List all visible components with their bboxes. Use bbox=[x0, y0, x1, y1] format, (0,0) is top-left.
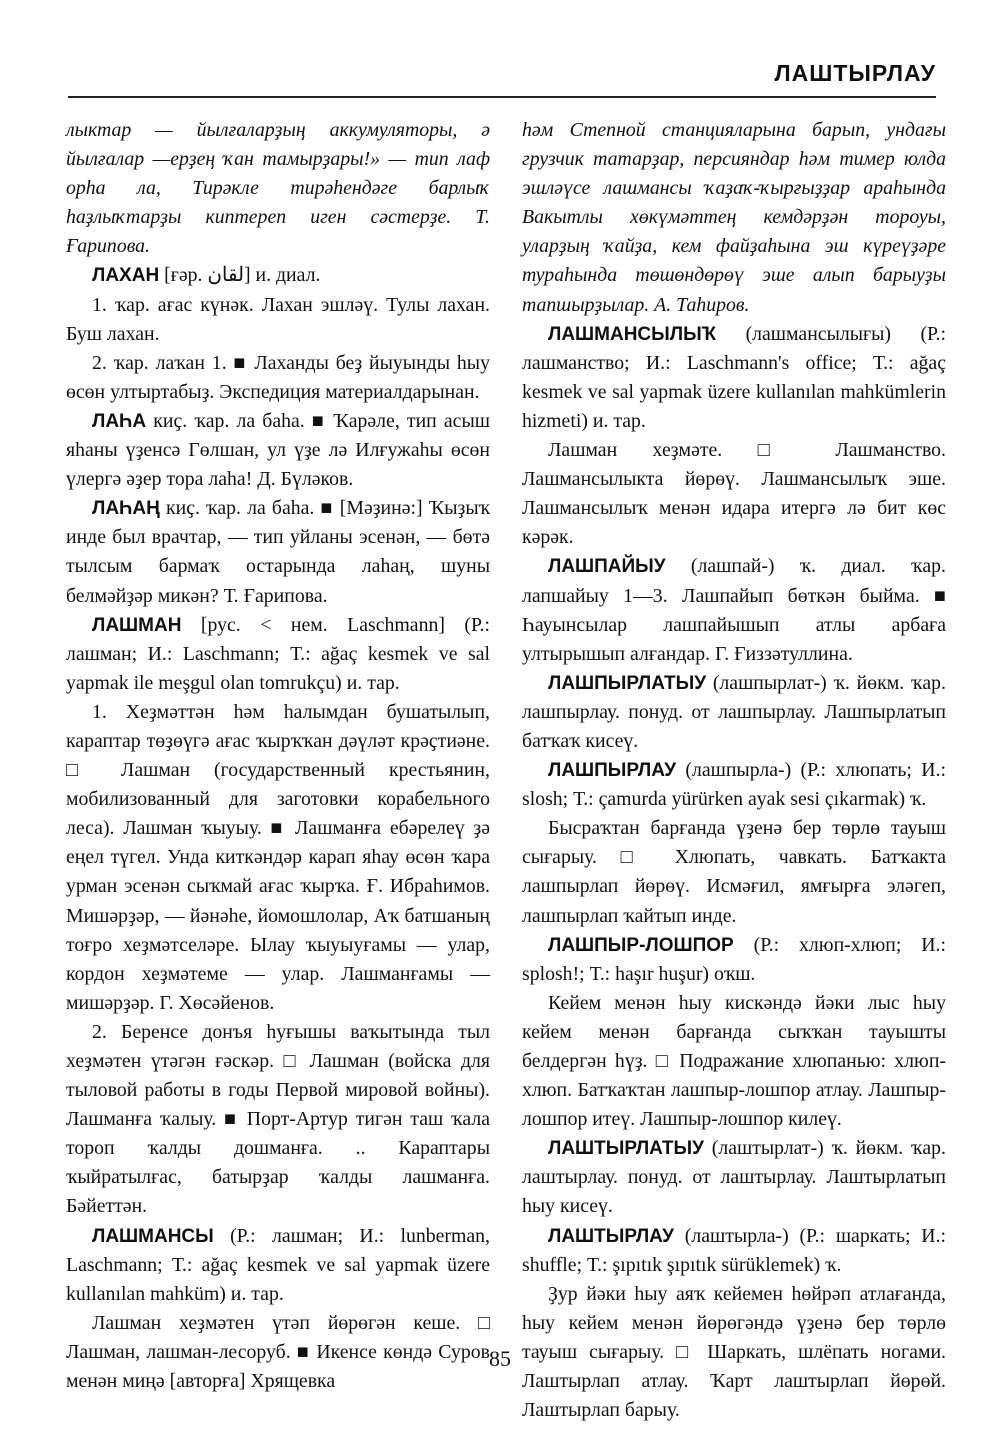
entry-paragraph: 1. ҡар. ағас күнәк. Лахан эшләү. Тулы лахан. Буш лахан. bbox=[66, 293, 490, 345]
headword: ЛАШТЫРЛАУ bbox=[548, 1225, 674, 1247]
entry-paragraph: 2. ҡар. лаҡан 1. ■ Лаханды беҙ йыуынды һыу өсөн ултыртабыҙ. Экспедиция материалдарынан. bbox=[66, 351, 490, 403]
headword: ЛАШМАНСЫЛЫҠ bbox=[548, 323, 717, 345]
entry-paragraph: ЛАШПАЙЫУ (лашпай-) ҡ. диал. ҡар. лапшайыу 1—3. Лашпайып бөткән быйма. ■ Һауынсылар лашпайышып атлы арбаға ултырышып алғандар. Г. Ғиззәтуллина. bbox=[522, 555, 946, 665]
headword: ЛАҺАҢ bbox=[92, 498, 160, 520]
entry-paragraph: Ҙур йәки һыу аяҡ кейемен һөйрәп атлағанда, һыу кейем менән йөрөгәндә үҙенә бер төрлө тауыш сығарыу. □ Шаркать, шлёпать ногами. Лаштырлап атлау. Ҡарт лаштырлап йөрөй. Лаштырлап барыу. bbox=[522, 1282, 946, 1422]
entry-paragraph: лыктар — йылғаларҙың аккумуляторы, ә йылғалар —ерҙең ҡан тамырҙары!» — тип лаф орһа ла, Тирәкле тирәһендәге барлыҡ һаҙлыҡтарҙы киптереп иген сәстерҙе. Т. Ғарипова. bbox=[66, 119, 490, 258]
entry-paragraph: ЛАШПЫРЛАУ (лашпырла-) (Р.: хлюпать; И.: slosh; Т.: çamurda yürürken ayak sesi çıkarmak) ҡ. bbox=[522, 759, 946, 811]
running-title: ЛАШТЫРЛАУ bbox=[774, 60, 936, 86]
entry-paragraph: 2. Беренсе донъя һуғышы ваҡытында тыл хеҙмәтен үтәгән ғәскәр. □ Лашман (войска для тыловой работы в годы Первой мировой войны). Лашманға ҡалыу. ■ Порт-Артур тигән таш ҡала тороп ҡалды дошманға. .. Караптары ҡыйратылғас, батырҙар ҡалды лашманға. Бәйеттән. bbox=[66, 1020, 490, 1218]
entry-paragraph: ЛАХАН [ғәр. لقان] и. диал. bbox=[92, 264, 321, 287]
right-column bbox=[522, 116, 946, 1425]
entry-paragraph: ЛАҺАҢ киҫ. ҡар. ла баһа. ■ [Мәҙинә:] Ҡыҙыҡ инде был врачтар, — тип уйланы эсенән, — бөтә тылсым бармаҡ остарында лаһаң, шуны белмәйҙәр микән? Т. Ғарипова. bbox=[66, 497, 490, 607]
entry-paragraph: ЛАШТЫРЛАТЫУ (лаштырлат-) ҡ. йөкм. ҡар. лаштырлау. понуд. от лаштырлау. Лаштырлатып һыу кисеү. bbox=[522, 1137, 946, 1218]
page-number: 85 bbox=[489, 1346, 511, 1371]
headword: ЛАШТЫРЛАТЫУ bbox=[548, 1138, 704, 1160]
entry-paragraph: һәм Степной станцияларына барып, ундағы грузчик татарҙар, персияндар һәм тимер юлда эшләүсе лашмансы ҡаҙаҡ-ҡырғыҙҙар араһында Вакытлы хөкүмәттең кемдәрҙән тороуы, уларҙың ҡайҙа, кем файҙаһына эш күреүҙәре тураһында төшөндөрөү эше алып барыуҙы тапшырҙылар. А. Таһиров. bbox=[522, 119, 946, 316]
headword: ЛАШПАЙЫУ bbox=[548, 556, 666, 578]
headword: ЛАШПЫРЛАТЫУ bbox=[548, 672, 707, 694]
entry-paragraph: ЛАШМАН [рус. < нем. Laschmann] (Р.: лашман; И.: Laschmann; Т.: ağaç kesmek ve sal yapmak ile meşgul olan tomrukçu) и. тар. bbox=[66, 613, 490, 694]
headword: ЛАҺА bbox=[92, 410, 147, 432]
headword: ЛАХАН bbox=[92, 265, 160, 287]
entry-paragraph: Кейем менән һыу кискәндә йәки лыс һыу кейем менән барғанда сыҡҡан тауышты белдергән һүҙ. □ Подражание хлюпанью: хлюп-хлюп. Батҡаҡтан лашпыр-лошпор атлау. Лашпыр-лошпор итеү. Лашпыр-лошпор килеү. bbox=[522, 991, 946, 1131]
headword: ЛАШМАНСЫ bbox=[92, 1225, 214, 1247]
headword: ЛАШМАН bbox=[92, 614, 182, 636]
headword: ЛАШПЫР-ЛОШПОР bbox=[548, 934, 734, 956]
entry-paragraph: Лашман хеҙмәте. □ Лашманство. Лашмансылыкта йөрөү. Лашмансылыҡ эше. Лашмансылыҡ менән идара итергә лә бит көс кәрәк. bbox=[522, 439, 946, 549]
entry-paragraph: ЛАШМАНСЫ (Р.: лашман; И.: lunberman, Laschmann; Т.: ağaç kesmek ve sal yapmak üzere kullanılan mahküm) и. тар. bbox=[66, 1224, 490, 1305]
running-header bbox=[68, 60, 936, 98]
entry-paragraph: 1. Хеҙмәттән һәм һалымдан бушатылып, караптар төҙөүгә ағас ҡырҡҡан дәүләт крәҫтиәне. □ Лашман (государственный крестьянин, мобилизованный для заготовки корабельного леса). Лашман ҡыуыу. ■ Лашманға ебәрелеү ҙә еңел түгел. Унда киткәндәр карап яһау өсөн ҡара урман эсенән сыҡмай ағас ҡырҡа. Ғ. Ибраһимов. Мишәрҙәр, — йәнәһе, йомошлолар, Аҡ батшаның тоғро хеҙмәтселәре. Ылау ҡыуыуғамы — улар, кордон хеҙмәтеме — улар. Лашманғамы — мишәрҙәр. Г. Хөсәйенов. bbox=[66, 700, 490, 1014]
entry-paragraph: ЛАШПЫР-ЛОШПОР (Р.: хлюп-хлюп; И.: splosh!; Т.: haşır huşur) оҡш. bbox=[522, 933, 946, 985]
headword: ЛАШПЫРЛАУ bbox=[548, 760, 677, 782]
entry-paragraph: ЛАШТЫРЛАУ (лаштырла-) (Р.: шаркать; И.: shuffle; Т.: şıpıtık şıpıtık sürüklemek) ҡ. bbox=[522, 1224, 946, 1276]
entry-paragraph: ЛАҺА киҫ. ҡар. ла баһа. ■ Ҡарәле, тип асыш яһаны үҙенсә Гөлшан, ул үҙе лә Илғужаһы өсөн үлергә әҙер тора лаһа! Д. Бүләков. bbox=[66, 409, 490, 491]
entry-paragraph: ЛАШМАНСЫЛЫҠ (лашмансылығы) (Р.: лашманство; И.: Laschmann's office; Т.: ağaç kesmek ve sal yapmak üzere kullanılan mahkümlerin hizmeti) и. тар. bbox=[522, 322, 946, 432]
entry-paragraph: Лашман хеҙмәтен үтәп йөрөгән кеше. □ Лашман, лашман-лесоруб. ■ Икенсе көндә Суров менән миңә [авторға] Хрящевка bbox=[66, 1311, 490, 1393]
left-column bbox=[66, 116, 490, 1396]
entry-paragraph: Бысраҡтан барғанда үҙенә бер төрлө тауыш сығарыу. □ Хлюпать, чавкать. Батҡакта лашпырлап йөрөү. Исмәғил, ямғырға эләгеп, лашпырлап ҡайтып инде. bbox=[522, 817, 946, 927]
entry-paragraph: ЛАШПЫРЛАТЫУ (лашпырлат-) ҡ. йөкм. ҡар. лашпырлау. понуд. от лашпырлау. Лашпырлатып батҡаҡ кисеү. bbox=[522, 671, 946, 752]
